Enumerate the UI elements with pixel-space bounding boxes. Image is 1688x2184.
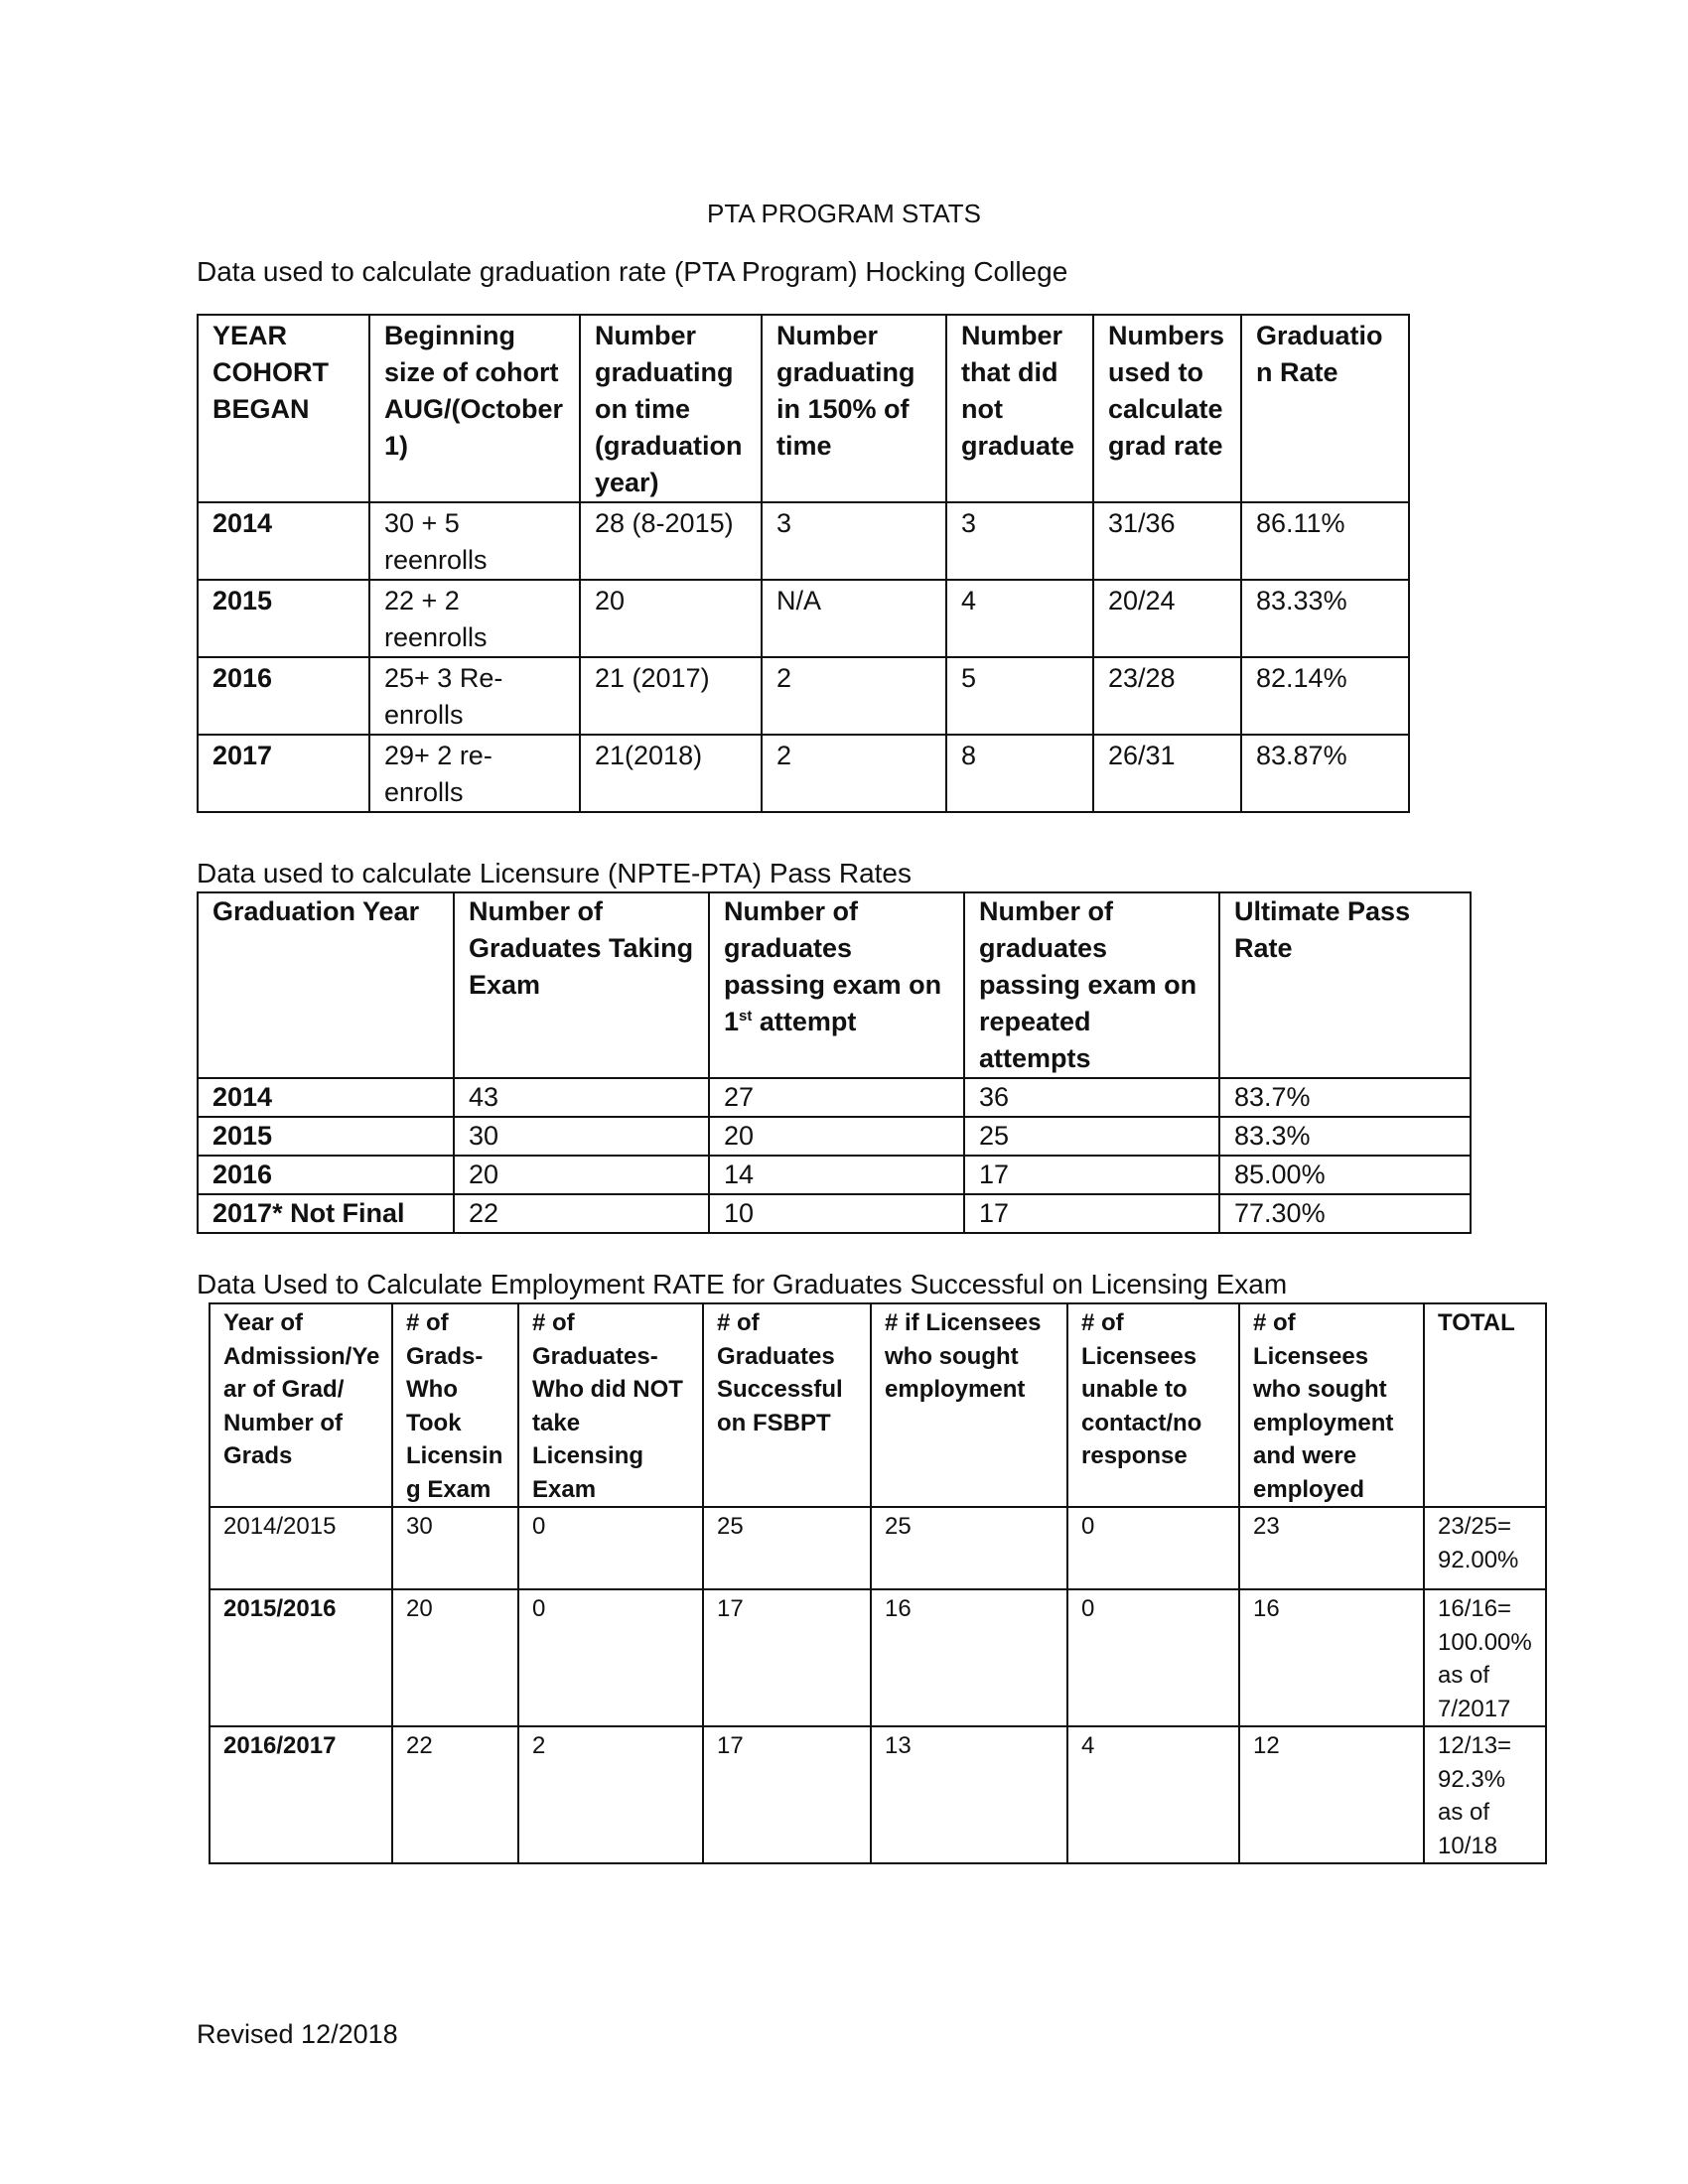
table-cell: 30 [454,1117,709,1156]
table-cell: 2015/2016 [210,1589,392,1726]
table-cell: 2014 [198,502,369,580]
table-cell: 20 [580,580,762,657]
table-cell: 30 + 5 reenrolls [369,502,580,580]
table-cell: 4 [1067,1726,1239,1863]
table-row [198,1194,1471,1233]
table-row [198,735,1409,812]
table-cell: 8 [946,735,1093,812]
table-cell: 0 [1067,1589,1239,1726]
table-cell: 31/36 [1093,502,1241,580]
table-cell: 20 [454,1156,709,1194]
table-cell: 2 [762,735,946,812]
header-cell: # of Grads-Who Took Licensing Exam [392,1303,518,1507]
table-cell: 83.3% [1219,1117,1471,1156]
graduation-rate-caption: Data used to calculate graduation rate (PTA Program) Hocking College [197,256,1068,287]
header-text: attempt [752,1007,857,1036]
table-row [210,1726,1546,1863]
table-cell: 0 [1067,1507,1239,1589]
table-cell: 12 [1239,1726,1424,1863]
table-cell: 43 [454,1078,709,1117]
table-cell: 0 [518,1507,703,1589]
table-cell: 26/31 [1093,735,1241,812]
header-cell: Number that did not graduate [946,315,1093,502]
table-cell: 82.14% [1241,657,1409,735]
table-cell: 22 [392,1726,518,1863]
table-cell: 83.87% [1241,735,1409,812]
table-cell: 3 [762,502,946,580]
table-cell: 17 [703,1589,871,1726]
table-row [198,502,1409,580]
table-cell: 20/24 [1093,580,1241,657]
table-cell: 25 [964,1117,1219,1156]
table-cell: 0 [518,1589,703,1726]
table-row [210,1589,1546,1726]
table-cell: 12/13= 92.3% as of 10/18 [1424,1726,1546,1863]
header-cell: Year of Admission/Year of Grad/ Number of Grads [210,1303,392,1507]
header-cell: Ultimate Pass Rate [1219,892,1471,1078]
table-cell: 83.7% [1219,1078,1471,1117]
page-title: PTA PROGRAM STATS [707,199,981,228]
table-cell: 2014/2015 [210,1507,392,1589]
table-cell: 30 [392,1507,518,1589]
employment-caption: Data Used to Calculate Employment RATE for Graduates Successful on Licensing Exam [197,1269,1288,1299]
table-cell: 83.33% [1241,580,1409,657]
table-row [198,580,1409,657]
table-cell: 27 [709,1078,964,1117]
header-cell: # of Graduates-Who did NOT take Licensing Exam [518,1303,703,1507]
table-cell: 86.11% [1241,502,1409,580]
licensure-caption: Data used to calculate Licensure (NPTE-PTA) Pass Rates [197,858,913,888]
table-cell: 29+ 2 re-enrolls [369,735,580,812]
table-cell: 2017 [198,735,369,812]
table-header-row [198,892,1471,1078]
table-cell: 17 [964,1194,1219,1233]
table-cell: 16 [1239,1589,1424,1726]
table-cell: 2015 [198,580,369,657]
header-cell: Graduation Rate [1241,315,1409,502]
header-cell: # if Licensees who sought employment [871,1303,1067,1507]
table-cell: 22 [454,1194,709,1233]
table-cell: 23/28 [1093,657,1241,735]
header-text: Number of graduates passing exam on 1 [724,896,942,1036]
header-cell: Number of Graduates Taking Exam [454,892,709,1078]
header-cell: Number graduating in 150% of time [762,315,946,502]
table-cell: 13 [871,1726,1067,1863]
header-cell: Numbers used to calculate grad rate [1093,315,1241,502]
table-cell: 14 [709,1156,964,1194]
revision-note: Revised 12/2018 [197,2019,398,2049]
table-cell: 2017* Not Final [198,1194,454,1233]
header-cell: Beginning size of cohort AUG/(October 1) [369,315,580,502]
table-row [198,1117,1471,1156]
table-row [210,1507,1546,1589]
table-header-row [210,1303,1546,1507]
table-row [198,1156,1471,1194]
table-cell: 21 (2017) [580,657,762,735]
header-cell: TOTAL [1424,1303,1546,1507]
header-cell: # of Licensees who sought employment and were employed [1239,1303,1424,1507]
table-cell: 21(2018) [580,735,762,812]
table-cell: 25+ 3 Re-enrolls [369,657,580,735]
table-cell: 2 [518,1726,703,1863]
table-cell: 2014 [198,1078,454,1117]
employment-rate-table [209,1302,1547,1864]
table-cell: 22 + 2 reenrolls [369,580,580,657]
table-cell: 28 (8-2015) [580,502,762,580]
table-cell: N/A [762,580,946,657]
table-cell: 17 [964,1156,1219,1194]
table-cell: 16 [871,1589,1067,1726]
table-cell: 17 [703,1726,871,1863]
licensure-pass-rate-table [197,891,1472,1234]
table-cell: 77.30% [1219,1194,1471,1233]
table-row [198,1078,1471,1117]
table-cell: 25 [871,1507,1067,1589]
header-cell: # of Licensees unable to contact/no response [1067,1303,1239,1507]
table-header-row [198,315,1409,502]
header-cell: Number of graduates passing exam on repeated attempts [964,892,1219,1078]
table-cell: 20 [392,1589,518,1726]
header-cell: Number graduating on time (graduation year) [580,315,762,502]
table-cell: 2016/2017 [210,1726,392,1863]
table-cell: 23/25= 92.00% [1424,1507,1546,1589]
table-cell: 20 [709,1117,964,1156]
header-cell: Graduation Year [198,892,454,1078]
table-cell: 85.00% [1219,1156,1471,1194]
table-cell: 3 [946,502,1093,580]
table-cell: 36 [964,1078,1219,1117]
table-cell: 16/16= 100.00% as of 7/2017 [1424,1589,1546,1726]
ordinal-superscript: st [739,1008,753,1024]
graduation-rate-table [197,314,1410,813]
table-row [198,657,1409,735]
table-cell: 10 [709,1194,964,1233]
table-cell: 25 [703,1507,871,1589]
header-cell: # of Graduates Successful on FSBPT [703,1303,871,1507]
table-cell: 2016 [198,657,369,735]
table-cell: 2015 [198,1117,454,1156]
header-cell [709,892,964,1078]
table-cell: 2016 [198,1156,454,1194]
table-cell: 23 [1239,1507,1424,1589]
table-cell: 2 [762,657,946,735]
table-cell: 4 [946,580,1093,657]
header-cell: YEAR COHORT BEGAN [198,315,369,502]
table-cell: 5 [946,657,1093,735]
